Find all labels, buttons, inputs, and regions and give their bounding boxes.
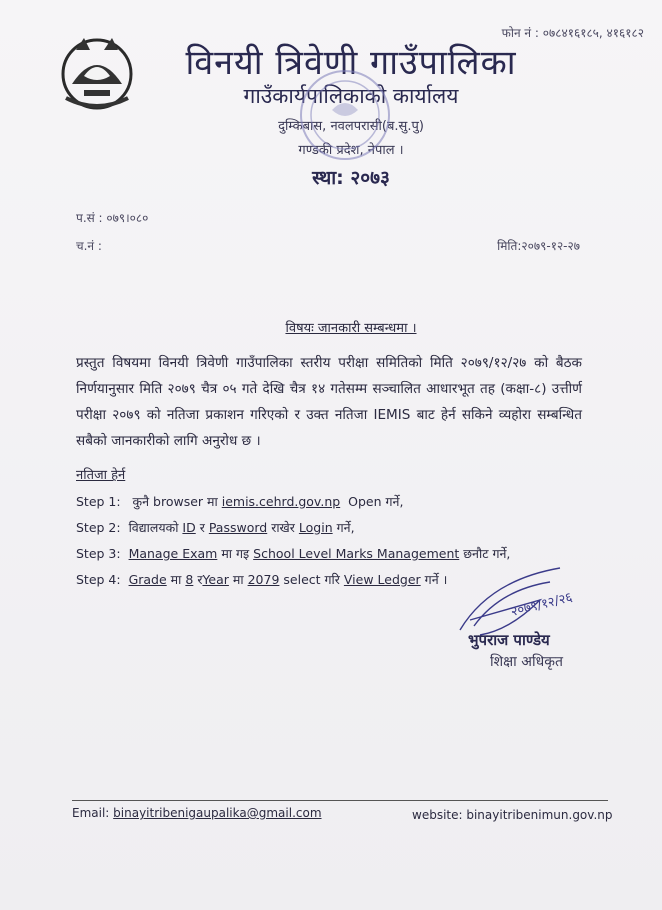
signatory-name: भुपराज पाण्डेय xyxy=(468,631,550,649)
results-heading: नतिजा हेर्न xyxy=(76,468,126,483)
reference-ps: प.सं : ०७९।०८० xyxy=(76,211,149,225)
phone-number: फोन नं : ०७८४१६१८५, ४१६१८२ xyxy=(501,26,644,40)
body-paragraph: प्रस्तुत विषयमा विनयी त्रिवेणी गाउँपालिका स्तरीय परीक्षा समितिको मिति २०७९/१२/२७ को बैठक निर्णयानुसार मिति २०७९ चैत्र ०५ गते देखि चैत्र १४ गतेसम्म सञ्चालित आधारभूत तह (कक्षा-८) उत्तीर्ण परीक्षा २०७९ को नतिजा प्रकाशन गरिएको र उक्त नतिजा IEMIS बाट हेर्न सकिने व्यहोरा सम्बन्धित सबैको जानकारीको लागि अनुरोध छ । xyxy=(76,355,582,449)
reference-cn: च.नं : xyxy=(76,239,102,253)
signatory-title: शिक्षा अधिकृत xyxy=(490,654,563,670)
handwritten-date: २०७९/१२/२६ xyxy=(509,590,574,620)
office-subtitle: गाउँकार्यपालिकाको कार्यालय xyxy=(243,84,459,108)
address-line-1: दुम्किबास, नवलपरासी(ब.सु.पु) xyxy=(278,119,424,134)
iemis-link[interactable]: iemis.cehrd.gov.np xyxy=(221,494,341,509)
step-4: Step 4: Grade मा 8 रYear मा 2079 select गरि View Ledger गर्ने । xyxy=(76,572,448,587)
address-line-2: गण्डकी प्रदेश, नेपाल । xyxy=(298,143,404,158)
step-1: Step 1: कुनै browser मा iemis.cehrd.gov.np Open गर्ने, xyxy=(76,494,404,509)
subject-text: विषयः जानकारी सम्बन्धमा । xyxy=(285,321,417,336)
step-2: Step 2: विद्यालयको ID र Password राखेर Login गर्ने, xyxy=(76,520,355,535)
office-stamp-icon xyxy=(290,60,400,170)
footer-email: Email: binayitribenigaupalika@gmail.com xyxy=(72,806,322,820)
established-year: स्था: २०७३ xyxy=(312,167,390,189)
letter-date: मिति:२०७९-१२-२७ xyxy=(497,239,580,253)
email-link[interactable]: binayitribenigaupalika@gmail.com xyxy=(113,806,322,820)
office-title: विनयी त्रिवेणी गाउँपालिका xyxy=(185,43,517,83)
subject-line xyxy=(0,318,662,336)
footer-website[interactable]: website: binayitribenimun.gov.np xyxy=(412,808,613,822)
step-3: Step 3: Manage Exam मा गइ School Level Marks Management छनौट गर्ने, xyxy=(76,546,511,561)
footer-divider xyxy=(72,800,608,801)
